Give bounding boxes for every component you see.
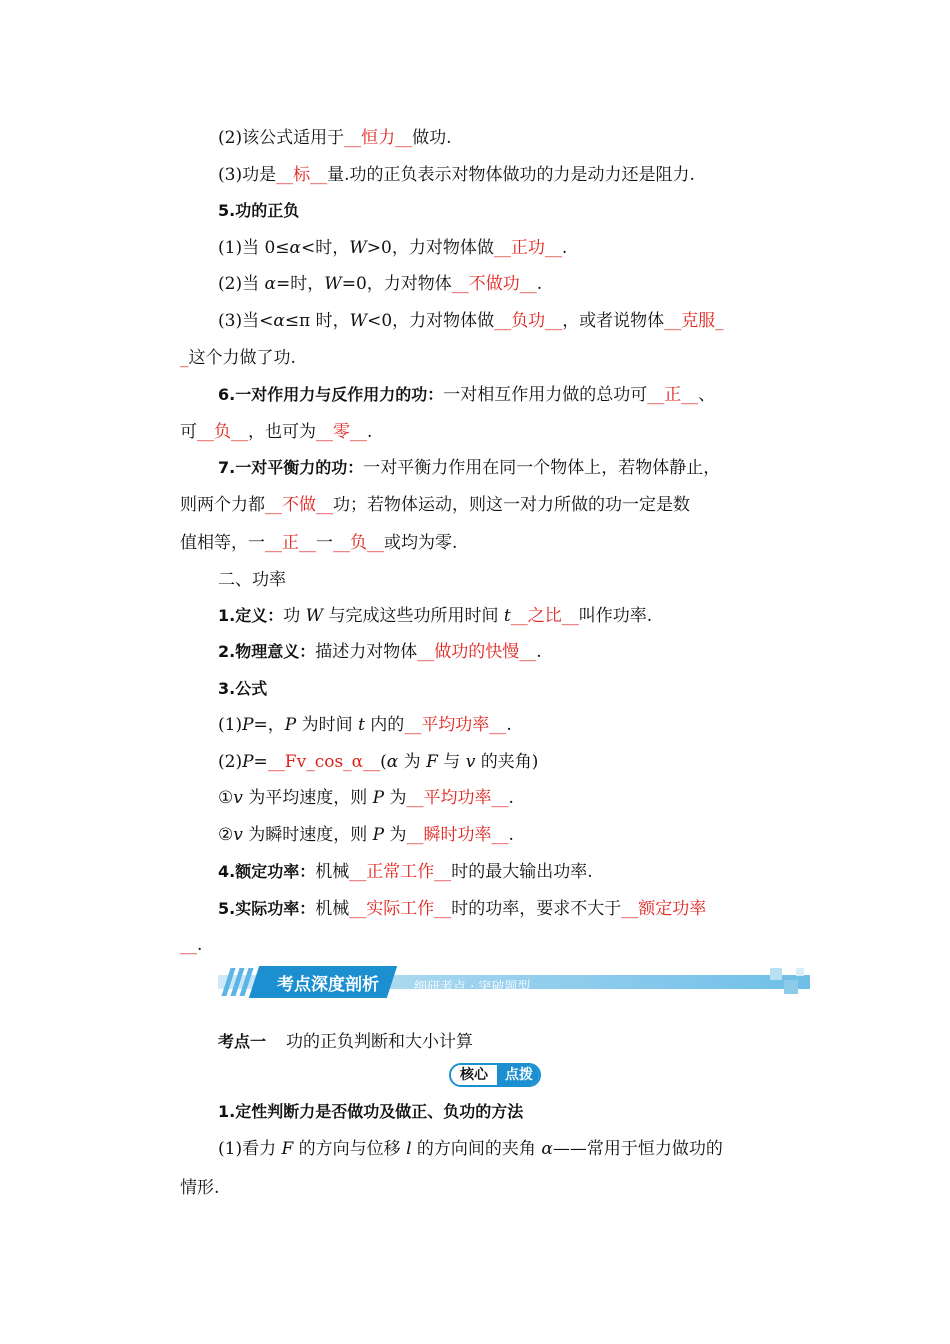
text-line — [218, 309, 724, 333]
text: =， — [253, 715, 285, 735]
math-var: v — [233, 788, 243, 808]
text-line — [180, 493, 690, 517]
answer-blank: __平均功率__ — [406, 788, 509, 808]
text: 一对相互作用力做的总功可 — [443, 385, 648, 405]
text: ——常用于恒力做功的 — [552, 1139, 723, 1159]
text-line — [218, 1030, 473, 1054]
answer-blank: __实际工作__ — [349, 899, 452, 919]
answer-blank: __ — [180, 935, 197, 955]
text: 一 — [316, 533, 333, 553]
text: ≤π 时， — [284, 311, 350, 331]
text-line — [218, 713, 512, 737]
math-var: W — [349, 238, 367, 258]
answer-blank: __克服_ — [664, 311, 724, 331]
text: 则两个力都 — [180, 495, 265, 515]
banner-square-decoration — [784, 980, 798, 994]
answer-blank: __正__ — [265, 533, 316, 553]
text: (2) — [218, 752, 243, 772]
text: ，也可为 — [248, 422, 316, 442]
text-line — [218, 236, 567, 260]
text: (1)当 0≤ — [218, 238, 290, 258]
text-line: 情形. — [180, 1178, 220, 1198]
text: . — [367, 422, 373, 442]
text: (1)看力 — [218, 1139, 282, 1159]
text: ② — [218, 825, 234, 845]
math-var: F — [281, 1139, 294, 1159]
math-var: l — [406, 1139, 412, 1159]
text-line — [180, 346, 296, 370]
item-heading: 3.公式 — [218, 679, 268, 698]
answer-blank: __负__ — [197, 422, 248, 442]
answer-blank: __平均功率__ — [404, 715, 507, 735]
text: (1) — [218, 715, 243, 735]
answer-blank: __不做功__ — [451, 274, 537, 294]
math-var: α — [541, 1139, 553, 1159]
text: 描述力对物体 — [315, 642, 418, 662]
text: (2)该公式适用于 — [218, 128, 345, 148]
text: . — [536, 642, 542, 662]
math-var: P — [242, 752, 254, 772]
text: . — [506, 715, 512, 735]
math-var: P — [284, 715, 297, 735]
math-var: P — [372, 825, 385, 845]
answer-blank: __负功__ — [494, 311, 563, 331]
text: 功 — [283, 606, 306, 626]
text: 做功. — [412, 128, 452, 148]
math-var: v — [233, 825, 243, 845]
text: 为 — [384, 788, 407, 808]
text-line — [218, 126, 452, 150]
item-heading: 4.额定功率： — [218, 862, 316, 881]
topic-label: 考点一 — [218, 1032, 267, 1051]
text: . — [508, 825, 514, 845]
answer-blank: __Fv_cos_α__ — [267, 752, 381, 772]
text-line — [180, 933, 202, 957]
text: =0，力对物体 — [341, 274, 452, 294]
text: 与 — [437, 752, 466, 772]
banner-title: 考点深度剖析 — [277, 975, 379, 995]
text: 或均为零. — [384, 533, 458, 553]
text: 为 — [384, 825, 407, 845]
text: 与完成这些功所用时间 — [323, 606, 504, 626]
answer-blank: __瞬时功率__ — [406, 825, 509, 845]
text: ( — [380, 752, 387, 772]
text: (3)当< — [218, 311, 274, 331]
text: . — [197, 935, 203, 955]
text: (3)功是 — [218, 165, 277, 185]
text: <0，力对物体做 — [367, 311, 495, 331]
text-line — [218, 860, 593, 884]
text: 的夹角) — [475, 752, 539, 772]
text: 量.功的正负表示对物体做功的力是动力还是阻力. — [327, 165, 695, 185]
item-heading: 5.实际功率： — [218, 899, 316, 918]
section-heading: 5.功的正负 — [218, 201, 300, 220]
text: . — [536, 274, 543, 294]
text-line — [218, 456, 720, 480]
answer-blank: __恒力__ — [344, 128, 413, 148]
math-var: t — [503, 606, 511, 626]
answer-blank: __做功的快慢__ — [417, 642, 537, 662]
answer-blank: __标__ — [276, 165, 328, 185]
text-line — [218, 383, 715, 407]
text: ，或者说物体 — [562, 311, 665, 331]
math-var: W — [324, 274, 342, 294]
text-line — [218, 786, 514, 810]
text: >0，力对物体做 — [366, 238, 494, 258]
text: 的方向与位移 — [293, 1139, 407, 1159]
text: 时的功率，要求不大于 — [451, 899, 622, 919]
answer-blank: __正常工作__ — [349, 862, 452, 882]
text: 机械 — [315, 899, 350, 919]
text: =时， — [275, 274, 325, 294]
text: 可 — [180, 422, 197, 442]
math-var: α — [273, 311, 285, 331]
text: 一对平衡力作用在同一个物体上，若物体静止， — [363, 458, 721, 478]
section-title: 二、功率 — [218, 570, 286, 590]
text-line — [218, 1137, 723, 1161]
answer-blank: __之比__ — [510, 606, 579, 626]
item-heading: 7.一对平衡力的功： — [218, 458, 364, 477]
text: 、 — [698, 385, 716, 405]
banner-square-decoration — [770, 968, 782, 980]
answer-blank: __零__ — [316, 422, 367, 442]
text: 为平均速度，则 — [242, 788, 373, 808]
text: 机械 — [315, 862, 350, 882]
badge-right-label: 点拨 — [497, 1065, 541, 1085]
text-line — [218, 604, 652, 628]
answer-blank: __不做__ — [265, 495, 333, 515]
answer-blank: __正功__ — [493, 238, 562, 258]
math-var: α — [264, 274, 276, 294]
math-var: v — [465, 752, 476, 772]
text-line — [180, 531, 457, 555]
text-line — [218, 272, 542, 296]
answer-blank: __负__ — [333, 533, 384, 553]
math-var: t — [358, 715, 365, 735]
text: 这个力做了功. — [188, 348, 296, 368]
math-var: P — [372, 788, 385, 808]
math-var: α — [289, 238, 302, 258]
text-line — [218, 640, 542, 664]
item-heading: 1.定义： — [218, 606, 284, 625]
math-var: P — [242, 715, 254, 735]
answer-blank: __正__ — [647, 385, 699, 405]
banner-subtitle: 细研考点 · 突破题型 — [414, 980, 531, 995]
text: 为时间 — [296, 715, 359, 735]
text-line — [218, 823, 514, 847]
text: 时的最大输出功率. — [451, 862, 593, 882]
text: 内的 — [364, 715, 405, 735]
text: 为瞬时速度，则 — [242, 825, 373, 845]
math-var: F — [426, 752, 438, 772]
text: (2)当 — [218, 274, 265, 294]
text: 为 — [398, 752, 427, 772]
text-line — [180, 420, 372, 444]
item-heading: 2.物理意义： — [218, 642, 316, 661]
text: 功；若物体运动，则这一对力所做的功一定是数 — [333, 495, 690, 515]
answer-blank: _ — [180, 348, 189, 368]
text: 叫作功率. — [578, 606, 653, 626]
badge-left-label: 核心 — [451, 1065, 497, 1085]
answer-blank: __额定功率 — [621, 899, 707, 919]
text-line — [218, 163, 695, 187]
banner-square-decoration — [796, 968, 804, 976]
item-heading: 1.定性判断力是否做功及做正、负功的方法 — [218, 1102, 524, 1121]
math-var: α — [386, 752, 399, 772]
text: ① — [218, 788, 234, 808]
topic-title: 功的正负判断和大小计算 — [286, 1032, 474, 1052]
core-tips-badge — [449, 1063, 541, 1087]
text-line — [218, 897, 706, 921]
text-line — [218, 750, 538, 774]
text: = — [253, 752, 268, 772]
text: . — [508, 788, 514, 808]
text: <时， — [301, 238, 350, 258]
math-var: W — [349, 311, 368, 331]
item-heading: 6.一对作用力与反作用力的功： — [218, 385, 444, 404]
section-banner — [218, 966, 810, 998]
text: 的方向间的夹角 — [411, 1139, 542, 1159]
text: . — [561, 238, 568, 258]
text: 值相等，一 — [180, 533, 265, 553]
math-var: W — [305, 606, 324, 626]
